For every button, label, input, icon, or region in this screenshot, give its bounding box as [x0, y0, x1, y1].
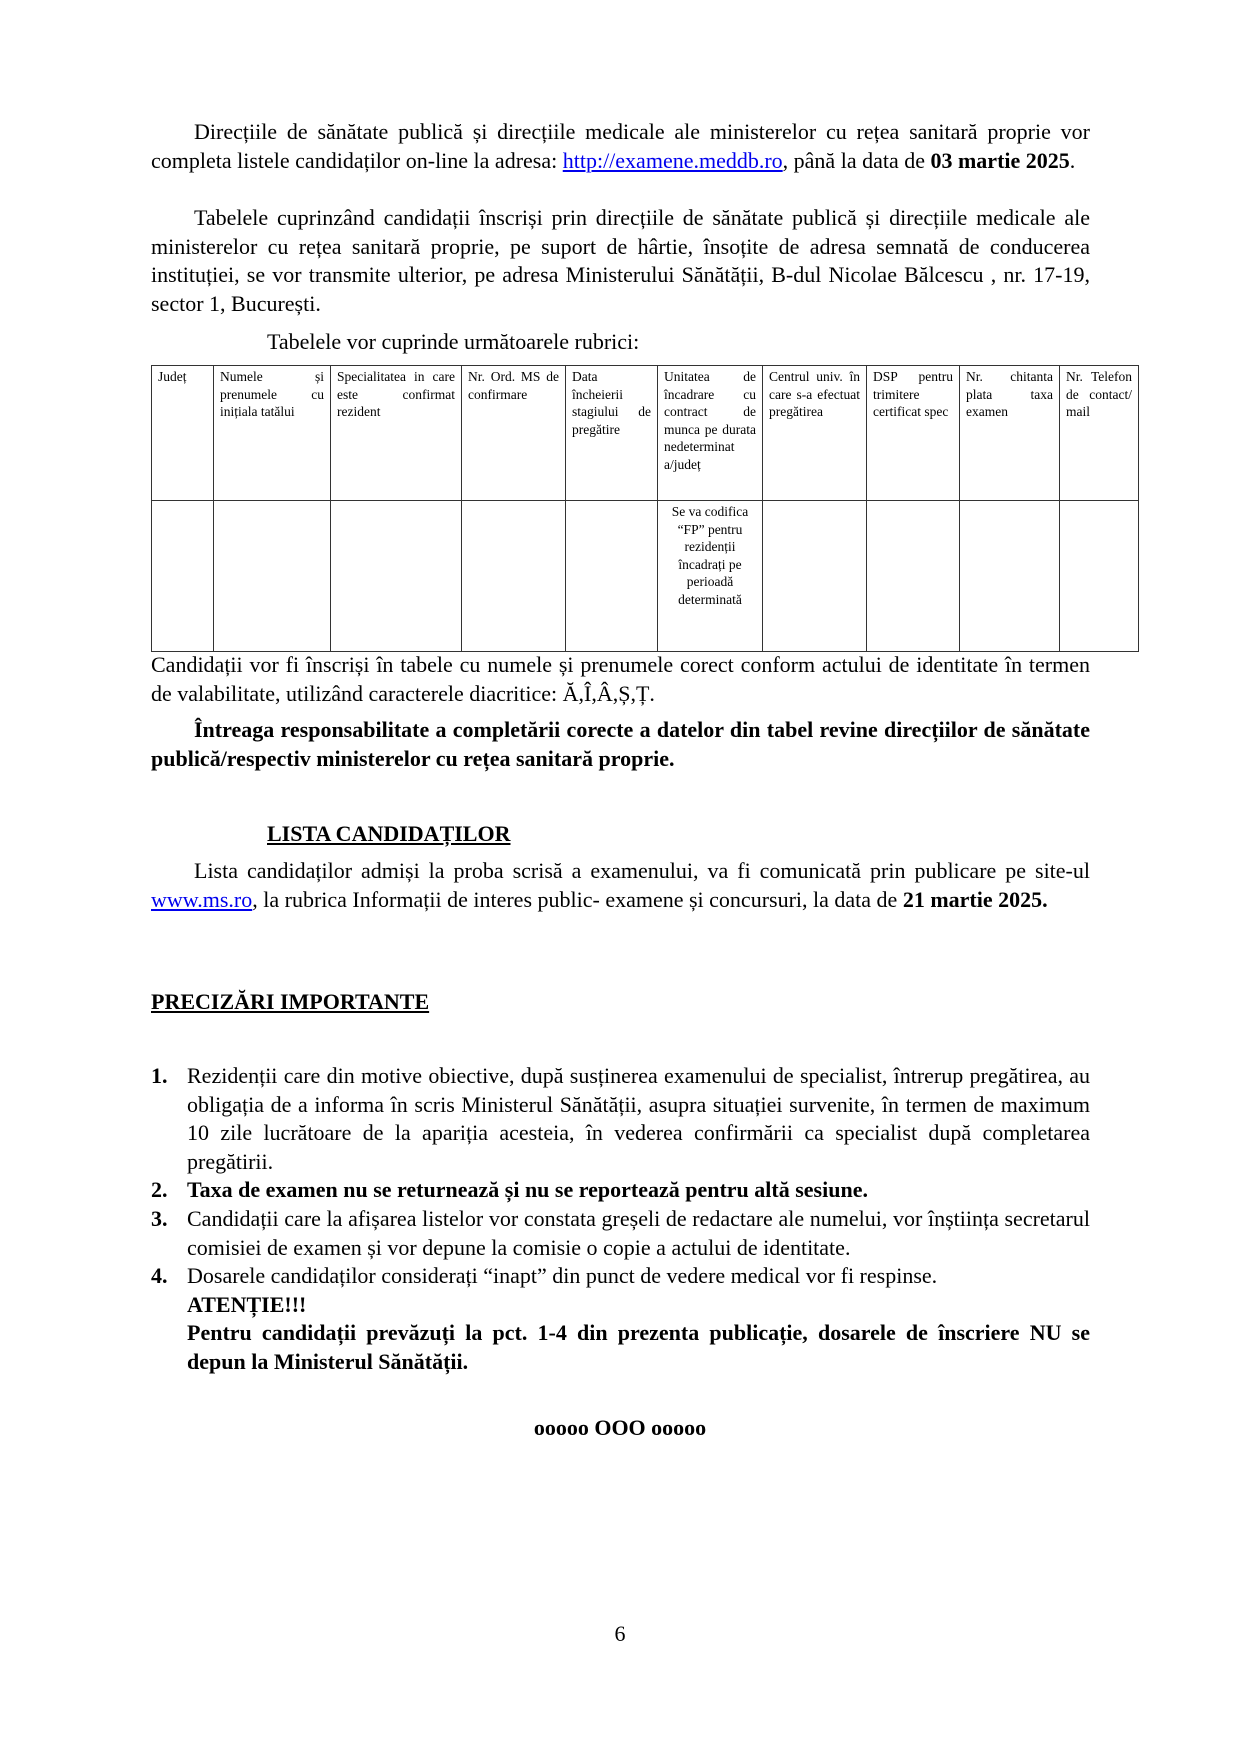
- table-intro: Tabelele vor cuprinde următoarele rubrici:: [267, 329, 640, 354]
- table-cell: [867, 501, 960, 652]
- list-item: 3. Candidații care la afișarea listelor vor constata greșeli de redactare ale numelui, vor înștiința secretarul comisiei de examen și vor depune la comisie o copie a actului de identitate.: [151, 1205, 1090, 1260]
- table-cell: [960, 501, 1060, 652]
- meddb-link[interactable]: http://examene.meddb.ro: [562, 147, 783, 173]
- header-cell: Centrul univ. în care s-a efectuat pregătirea: [763, 366, 867, 501]
- page-number: 6: [614, 1621, 626, 1646]
- paragraph-diacritics: Candidații vor fi înscriși în tabele cu numele și prenumele corect conform actului de identitate în termen de valabilitate, utilizând caracterele diacritice: Ă,Î,Â,Ș,Ț.: [151, 652, 1090, 706]
- paragraph-paper-tables: Tabelele cuprinzând candidații înscriși prin direcțiile de sănătate publică și direcțiile medicale ale ministerelor cu rețea sanitară proprie, pe suport de hârtie, însoțite de adresa semnată de conducerea instituției, se vor transmite ulterior, pe adresa Ministerului Sănătății, B-dul Nicolae Bălcescu , nr. 17-19, sector 1, București.: [151, 205, 1090, 316]
- header-cell: Nr. Ord. MS de confirmare: [462, 366, 566, 501]
- table-cell: [214, 501, 331, 652]
- table-cell: [763, 501, 867, 652]
- header-cell: Nr. Telefon de contact/ mail: [1060, 366, 1139, 501]
- list-item: 1. Rezidenții care din motive obiective, după susținerea examenului de specialist, întrerup pregătirea, au obligația de a informa în scris Ministerul Sănătății, asupra situației survenite, în termen de maximum 10 zile lucrătoare de la apariția acesteia, în vederea confirmării ca specialist după completarea pregătirii.: [151, 1063, 1090, 1174]
- atentie-label: ATENȚIE!!!: [187, 1291, 307, 1317]
- lista-heading: LISTA CANDIDAȚILOR: [267, 821, 511, 846]
- precizari-heading: PRECIZĂRI IMPORTANTE: [151, 989, 430, 1014]
- header-cell: Unitatea de încadrare cu contract de munca pe durata nedeterminat a/județ: [658, 366, 763, 501]
- paragraph-lista: Lista candidaților admiși la proba scrisă a examenului, va fi comunicată prin publicare pe site-ul www.ms.ro, la rubrica Informații de interes public- examene și concursuri, la data de 21 martie 2025.: [151, 858, 1090, 912]
- table-cell: [462, 501, 566, 652]
- list-item: 2. Taxa de examen nu se returnează și nu se reportează pentru altă sesiune.: [151, 1177, 868, 1203]
- table-cell: [152, 501, 214, 652]
- rubrics-table: [151, 365, 1139, 652]
- header-cell: Data încheierii stagiului de pregătire: [566, 366, 658, 501]
- table-cell-fp-note: Se va codifica “FP” pentru rezidenții încadrați pe perioadă determinată: [658, 501, 763, 652]
- table-cell: [566, 501, 658, 652]
- paragraph-responsibility: Întreaga responsabilitate a completării corecte a datelor din tabel revine direcțiilor de sănătate publică/respectiv ministerelor cu rețea sanitară proprie.: [151, 717, 1090, 771]
- precizari-list: [151, 1062, 1090, 1377]
- table-header-row: [152, 366, 1139, 501]
- end-separator: ooooo OOO ooooo: [533, 1415, 707, 1440]
- header-cell: Județ: [152, 366, 214, 501]
- atentie-text: Pentru candidații prevăzuți la pct. 1-4 din prezenta publicație, dosarele de înscriere NU se depun la Ministerul Sănătății.: [187, 1320, 1090, 1374]
- list-item: 4. Dosarele candidaților considerați “inapt” din punct de vedere medical vor fi respinse. ATENȚIE!!! Pentru candidații prevăzuți la pct. 1-4 din prezenta publicație, dosarele de înscriere NU se depun la Ministerul Sănătății.: [151, 1263, 1090, 1374]
- header-cell: Nr. chitanta plata taxa examen: [960, 366, 1060, 501]
- header-cell: DSP pentru trimitere certificat spec: [867, 366, 960, 501]
- table-cell: [331, 501, 462, 652]
- ms-link[interactable]: www.ms.ro: [151, 886, 253, 912]
- header-cell: Specialitatea in care este confirmat rezident: [331, 366, 462, 501]
- paragraph-online-lists: Direcțiile de sănătate publică și direcțiile medicale ale ministerelor cu rețea sanitară proprie vor completa listele candidaților on-line la adresa: http://examene.meddb.ro, până la data de 03 martie 2025.: [151, 119, 1090, 173]
- table-row: [152, 501, 1139, 652]
- header-cell: Numele și prenumele cu inițiala tatălui: [214, 366, 331, 501]
- table-cell: [1060, 501, 1139, 652]
